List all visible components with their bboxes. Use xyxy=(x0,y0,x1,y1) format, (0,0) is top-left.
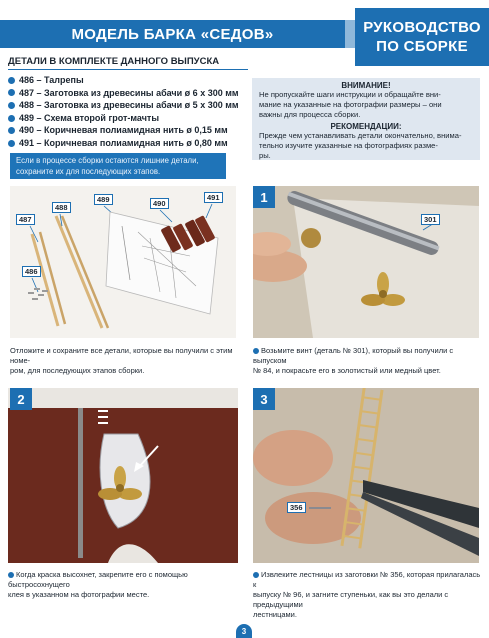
step-number: 2 xyxy=(10,388,32,410)
part-tag-491: 491 xyxy=(204,192,223,203)
page-title: МОДЕЛЬ БАРКА «СЕДОВ» xyxy=(71,25,274,43)
list-item: 488 – Заготовка из древесины абачи ø 5 x 300 мм xyxy=(8,99,258,112)
bullet-icon xyxy=(8,115,15,122)
caption-parts: Отложите и сохраните все детали, которые вы получили с этим номе- ром, для последующих этапов сборки. xyxy=(10,346,233,375)
header-accent xyxy=(345,20,355,48)
hull-illustration xyxy=(8,388,238,563)
list-item: 491 – Коричневая полиамидная нить ø 0,80 мм xyxy=(8,137,258,150)
guide-badge-line2: ПО СБОРКЕ xyxy=(376,38,468,55)
warning-box: ВНИМАНИЕ! Не пропускайте шаги инструкции и обращайте вни- мание на указанные на фотографии размеры – они важны для процесса сборки. РЕКОМЕНДАЦИИ: Прежде чем устанавливать детали окончательно, внима- тельно изучите указанные на фотографиях разме- ры. xyxy=(252,78,480,160)
step-3-photo xyxy=(253,388,479,563)
page-number: 3 xyxy=(236,624,252,638)
caption-step-1: Возьмите винт (деталь № 301), который вы получили с выпуском № 84, и покрасьте его в золотистый или медный цвет. xyxy=(253,346,454,375)
bullet-icon xyxy=(253,348,259,354)
part-tag-301: 301 xyxy=(421,214,440,225)
step-number: 3 xyxy=(253,388,275,410)
part-tag-488: 488 xyxy=(52,202,71,213)
part-tag-490: 490 xyxy=(150,198,169,209)
bullet-icon xyxy=(8,127,15,134)
part-tag-487: 487 xyxy=(16,214,35,225)
ladder-illustration xyxy=(253,388,479,563)
parts-list xyxy=(8,74,258,150)
bullet-icon xyxy=(253,572,259,578)
step-2-photo xyxy=(8,388,238,563)
bullet-icon xyxy=(8,140,15,147)
parts-illustration xyxy=(10,186,236,338)
part-tag-486: 486 xyxy=(22,266,41,277)
recommendations-heading: РЕКОМЕНДАЦИИ: xyxy=(330,122,402,131)
step-number: 1 xyxy=(253,186,275,208)
part-tag-489: 489 xyxy=(94,194,113,205)
guide-badge-line1: РУКОВОДСТВО xyxy=(363,19,481,36)
step-1-photo xyxy=(253,186,479,338)
list-item: 486 – Талрепы xyxy=(8,74,258,87)
bullet-icon xyxy=(8,102,15,109)
parts-heading: ДЕТАЛИ В КОМПЛЕКТЕ ДАННОГО ВЫПУСКА xyxy=(8,56,220,67)
parts-heading-rule xyxy=(8,69,248,70)
caption-step-2: Когда краска высохнет, закрепите его с помощью быстросохнущего клея в указанном на фотографии месте. xyxy=(8,570,188,599)
guide-badge xyxy=(355,8,489,66)
parts-photo xyxy=(10,186,236,338)
list-item: 489 – Схема второй грот-мачты xyxy=(8,112,258,125)
spare-parts-note: Если в процессе сборки остаются лишние детали, сохраните их для последующих этапов. xyxy=(10,153,226,179)
bullet-icon xyxy=(8,572,14,578)
caption-step-3: Извлеките лестницы из заготовки № 356, которая прилагалась к выпуску № 96, и загните ступеньки, как вы это делали с предыдущими лестницами. xyxy=(253,570,481,619)
warning-heading: ВНИМАНИЕ! xyxy=(341,81,391,90)
list-item: 487 – Заготовка из древесины абачи ø 6 x 300 мм xyxy=(8,87,258,100)
bullet-icon xyxy=(8,77,15,84)
list-item: 490 – Коричневая полиамидная нить ø 0,15 мм xyxy=(8,124,258,137)
airbrush-illustration xyxy=(253,186,479,338)
bullet-icon xyxy=(8,89,15,96)
part-tag-356: 356 xyxy=(287,502,306,513)
